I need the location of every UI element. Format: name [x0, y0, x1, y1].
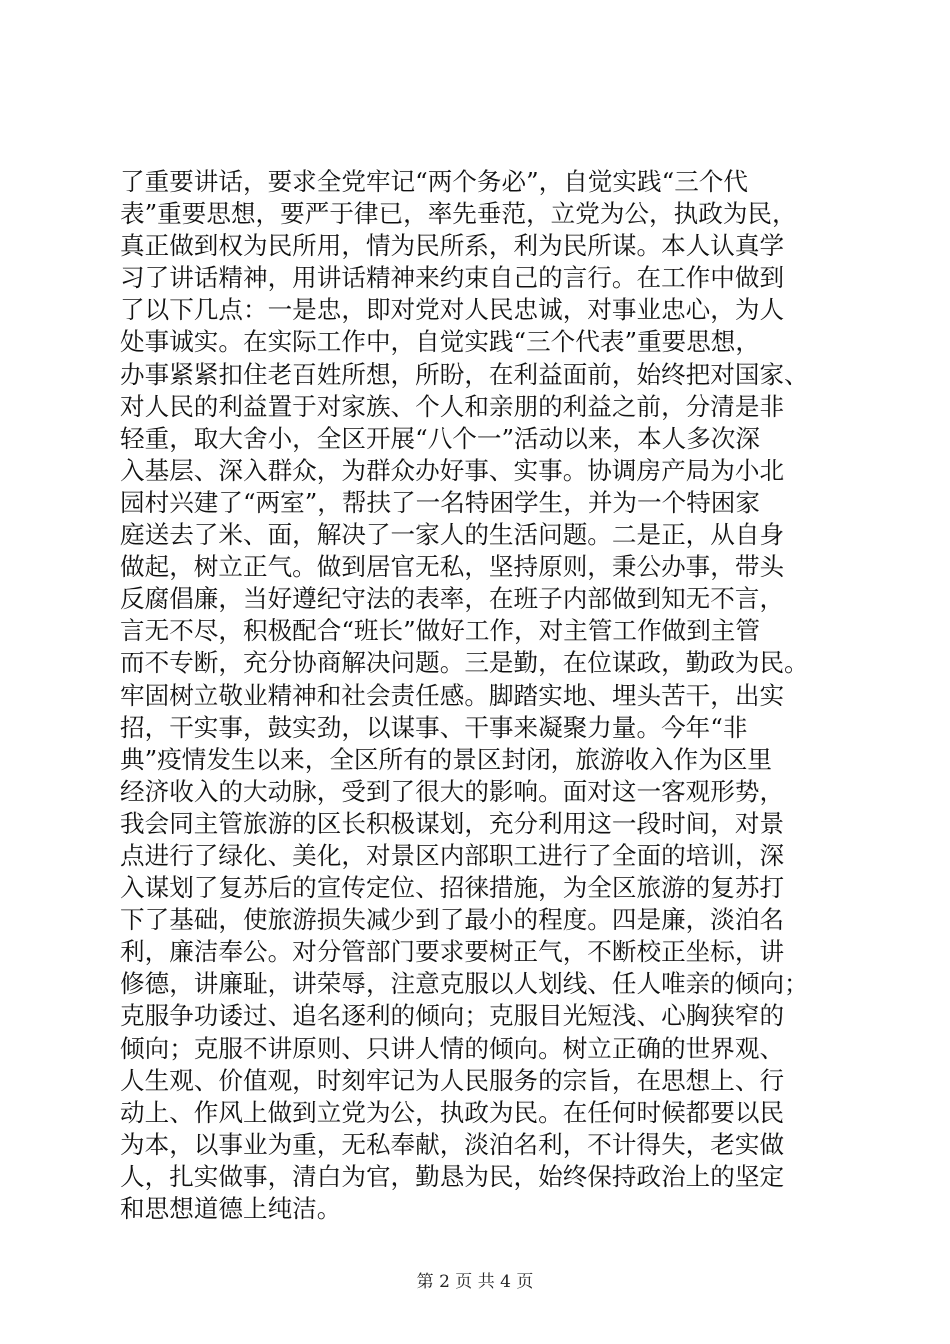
text-line: 人生观、价值观，时刻牢记为人民服务的宗旨，在思想上、行 — [120, 1065, 785, 1095]
text-line: 利，廉洁奉公。对分管部门要求要树正气，不断校正坐标，讲 — [120, 937, 785, 967]
text-line: 了重要讲话，要求全党牢记“两个务必”，自觉实践“三个代 — [120, 167, 748, 196]
text-line: 入基层、深入群众，为群众办好事、实事。协调房产局为小北 — [120, 455, 785, 485]
text-line: 真正做到权为民所用，情为民所系，利为民所谋。本人认真学 — [120, 231, 785, 261]
text-line: 庭送去了米、面，解决了一家人的生活问题。二是正，从自身 — [120, 520, 785, 550]
text-line: 入谋划了复苏后的宣传定位、招徕措施，为全区旅游的复苏打 — [120, 873, 785, 903]
text-line: 人，扎实做事，清白为官，勤恳为民，始终保持政治上的坚定 — [120, 1161, 785, 1191]
text-line: 对人民的利益置于对家族、个人和亲朋的利益之前，分清是非 — [120, 391, 785, 421]
text-line: 习了讲话精神，用讲话精神来约束自己的言行。在工作中做到 — [120, 263, 785, 293]
text-line: 处事诚实。在实际工作中，自觉实践“三个代表”重要思想， — [120, 327, 760, 357]
text-line: 而不专断，充分协商解决问题。三是勤，在位谋政，勤政为民。 — [120, 648, 809, 678]
text-line: 办事紧紧扣住老百姓所想，所盼，在利益面前，始终把对国家、 — [120, 359, 809, 389]
text-line: 克服争功诿过、追名逐利的倾向；克服目光短浅、心胸狭窄的 — [120, 1001, 785, 1031]
text-line: 经济收入的大动脉，受到了很大的影响。面对这一客观形势， — [120, 776, 785, 806]
text-line: 下了基础，使旅游损失减少到了最小的程度。四是廉，淡泊名 — [120, 905, 785, 935]
text-line: 修德，讲廉耻，讲荣辱，注意克服以人划线、任人唯亲的倾向； — [120, 969, 809, 999]
text-line: 倾向；克服不讲原则、只讲人情的倾向。树立正确的世界观、 — [120, 1033, 785, 1063]
text-line: 轻重，取大舍小，全区开展“八个一”活动以来，本人多次深 — [120, 423, 760, 453]
text-line: 动上、作风上做到立党为公，执政为民。在任何时候都要以民 — [120, 1097, 785, 1127]
text-line: 点进行了绿化、美化，对景区内部职工进行了全面的培训，深 — [120, 840, 785, 870]
text-line: 反腐倡廉，当好遵纪守法的表率，在班子内部做到知无不言， — [120, 584, 785, 614]
text-line: 典”疫情发生以来，全区所有的景区封闭，旅游收入作为区里 — [120, 744, 773, 774]
text-line: 为本，以事业为重，无私奉献，淡泊名利，不计得失，老实做 — [120, 1129, 785, 1159]
text-line: 和思想道德上纯洁。 — [120, 1194, 342, 1223]
text-line: 招，干实事，鼓实劲，以谋事、干事来凝聚力量。今年“非 — [120, 712, 748, 742]
text-line: 做起，树立正气。做到居官无私，坚持原则，秉公办事，带头 — [120, 552, 785, 582]
text-line: 表”重要思想，要严于律已，率先垂范，立党为公，执政为民， — [120, 199, 797, 229]
text-line: 园村兴建了“两室”，帮扶了一名特困学生，并为一个特困家 — [120, 487, 760, 517]
text-line: 牢固树立敬业精神和社会责任感。脚踏实地、埋头苦干，出实 — [120, 680, 785, 710]
text-line: 我会同主管旅游的区长积极谋划，充分利用这一段时间，对景 — [120, 808, 785, 838]
text-line: 言无不尽，积极配合“班长”做好工作，对主管工作做到主管 — [120, 616, 760, 646]
page-footer: 第 2 页 共 4 页 — [416, 1272, 534, 1292]
text-line: 了以下几点：一是忠，即对党对人民忠诚，对事业忠心，为人 — [120, 295, 785, 325]
body-text — [120, 166, 840, 1225]
